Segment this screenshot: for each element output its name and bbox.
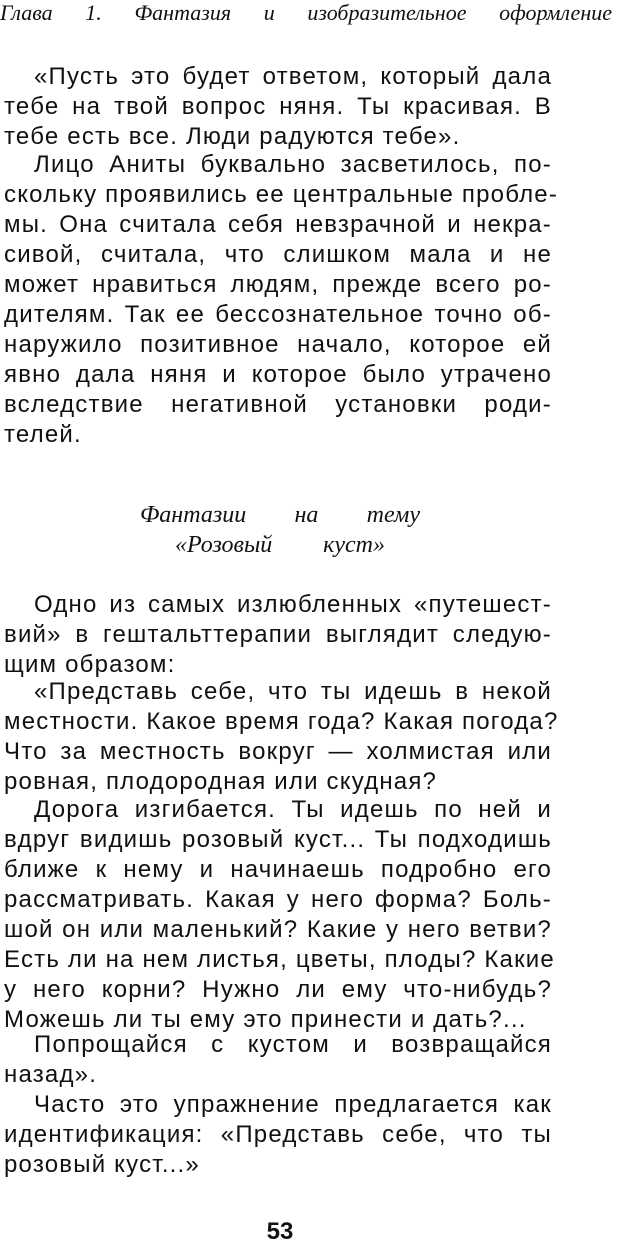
- text-line: Часто это упражнение предлагается как: [34, 1091, 552, 1118]
- text-line: явно дала няня и которое было утрачено: [4, 361, 552, 388]
- text-line: тебе на твой вопрос няня. Ты красивая. В: [4, 93, 552, 120]
- text-line: ближе к нему и начинаешь подробно его: [4, 856, 552, 883]
- paragraph: [4, 62, 552, 152]
- text-line: идентификация: «Представь себе, что ты: [4, 1121, 552, 1148]
- text-line: ровная, плодородная или скудная?: [4, 768, 438, 795]
- text-line: розовый куст...»: [4, 1151, 200, 1178]
- text-line: Можешь ли ты ему это принести и дать?...: [4, 1006, 527, 1033]
- text-line: вий» в гештальттерапии выглядит следую-: [4, 621, 552, 648]
- paragraph: [4, 590, 552, 680]
- paragraph: [4, 795, 555, 1035]
- text-line: тебе есть все. Люди радуются тебе».: [4, 123, 461, 150]
- text-line: телей.: [4, 421, 82, 448]
- paragraph: [4, 150, 559, 450]
- running-head: Глава 1. Фантазия и изобразительное оформление: [0, 0, 612, 25]
- text-line: Что за местность вокруг — холмистая или: [4, 738, 552, 765]
- section-title-line: «Розовый куст»: [175, 532, 385, 558]
- text-line: местности. Какое время года? Какая погода?: [4, 708, 559, 735]
- text-line: дителям. Так ее бессознательное точно об-: [4, 301, 552, 328]
- text-line: Дорога изгибается. Ты идешь по ней и: [34, 796, 552, 823]
- text-line: щим образом:: [4, 651, 176, 678]
- text-line: «Пусть это будет ответом, который дала: [34, 63, 552, 90]
- text-line: назад».: [4, 1061, 98, 1088]
- text-line: «Представь себе, что ты идешь в некой: [34, 678, 552, 705]
- text-line: может нравиться людям, прежде всего ро-: [4, 271, 552, 298]
- text-line: шой он или маленький? Какие у него ветви?: [4, 916, 552, 943]
- text-line: Лицо Аниты буквально засветилось, по-: [34, 151, 552, 178]
- text-line: сивой, считала, что слишком мала и не: [4, 241, 552, 268]
- text-line: рассматривать. Какая у него форма? Боль-: [4, 886, 552, 913]
- paragraph: [4, 1090, 552, 1180]
- paragraph: [4, 677, 559, 797]
- paragraph: [4, 1030, 552, 1090]
- text-line: Одно из самых излюбленных «путешест-: [34, 591, 552, 618]
- text-line: наружило позитивное начало, которое ей: [4, 331, 552, 358]
- text-line: Попрощайся с кустом и возвращайся: [34, 1031, 552, 1058]
- text-line: Есть ли на нем листья, цветы, плоды? Какие: [4, 946, 555, 973]
- text-line: вдруг видишь розовый куст... Ты подходишь: [4, 826, 552, 853]
- text-line: мы. Она считала себя невзрачной и некра-: [4, 211, 552, 238]
- text-line: скольку проявились ее центральные пробле-: [4, 181, 559, 208]
- section-title-line: Фантазии на тему: [140, 502, 420, 528]
- text-line: вследствие негативной установки роди-: [4, 391, 552, 418]
- section-title: [100, 500, 460, 560]
- text-line: у него корни? Нужно ли ему что-нибудь?: [4, 976, 552, 1003]
- page-number: 53: [266, 1218, 294, 1245]
